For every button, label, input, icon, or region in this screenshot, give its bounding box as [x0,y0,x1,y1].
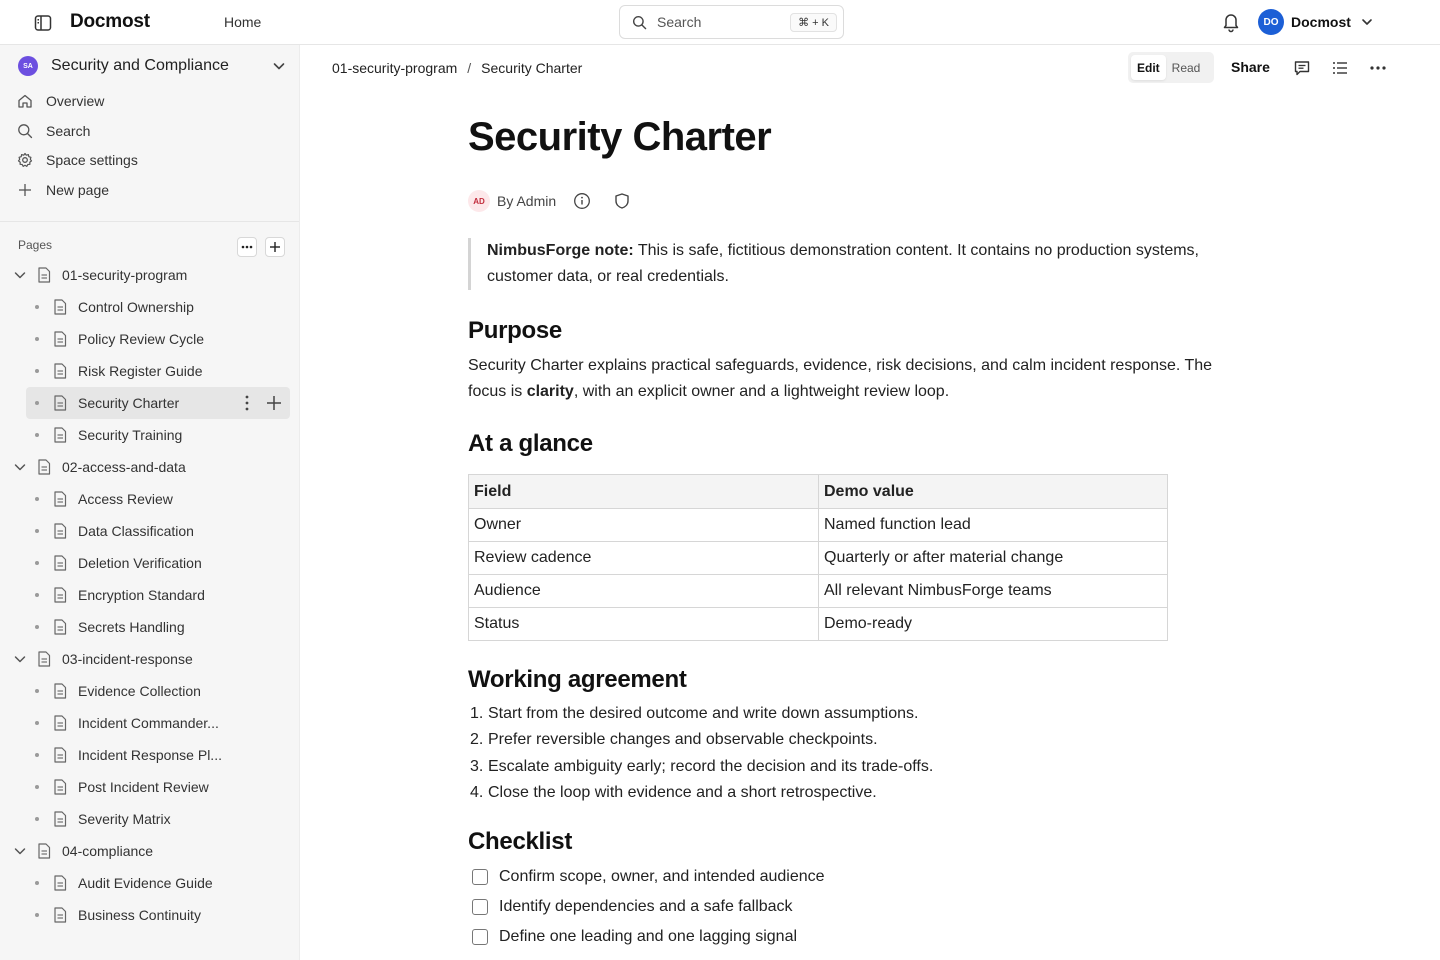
document-icon [53,331,67,347]
sidebar-toggle-icon[interactable] [32,12,54,34]
checklist-item [472,862,825,892]
tree-page[interactable] [0,707,300,739]
avatar: DO [1258,9,1284,35]
table-row [469,575,1168,608]
bullet-icon [35,497,39,501]
tree-item-label: 02-access-and-data [62,459,186,475]
sidebar-item-search[interactable] [16,117,286,145]
heading-checklist: Checklist [468,828,573,855]
glance-table [468,474,1168,641]
bullet-icon [35,337,39,341]
tree-page[interactable] [0,611,300,643]
tree-item-label: 04-compliance [62,843,154,859]
tree-page[interactable] [0,419,300,451]
bullet-icon [35,433,39,437]
bullet-icon [35,753,39,757]
tree-folder[interactable] [0,451,300,483]
sidebar-item-label: New page [46,182,110,198]
table-cell-value[interactable]: Demo-ready [819,608,1168,641]
tree-item-label: 03-incident-response [62,651,193,667]
search-icon [16,122,34,140]
list-number: 1. [470,705,484,722]
note-label: NimbusForge note: [487,242,634,259]
table-cell-field[interactable]: Review cadence [469,542,819,575]
tree-page[interactable] [0,387,300,419]
chevron-down-icon[interactable] [13,844,27,858]
tree-folder[interactable] [0,259,300,291]
plus-icon[interactable] [264,393,284,413]
read-mode-button[interactable]: Read [1171,60,1201,75]
more-icon[interactable] [1368,58,1388,78]
document-icon [53,875,67,891]
tree-page[interactable] [0,547,300,579]
heading-working-agreement: Working agreement [468,666,687,693]
chevron-down-icon[interactable] [13,268,27,282]
tree-page[interactable] [0,323,300,355]
row-actions [238,393,284,413]
tree-item-label: Risk Register Guide [78,363,203,379]
tree-item-label: Control Ownership [78,299,194,315]
search-placeholder: Search [657,14,702,30]
document-icon [53,363,67,379]
document-icon [37,459,51,475]
breadcrumb-item[interactable]: 01-security-program [332,60,458,76]
purpose-text: Security Charter explains practical safeguards, evidence, risk decisions, and calm incident response. The focus is [468,357,1213,400]
chevron-down-icon[interactable] [13,652,27,666]
list-icon[interactable] [1330,58,1350,78]
tree-page[interactable] [0,899,300,931]
bullet-icon [35,817,39,821]
tree-page[interactable] [0,867,300,899]
table-cell-value[interactable]: All relevant NimbusForge teams [819,575,1168,608]
bullet-icon [35,561,39,565]
checklist-item-text: Define one leading and one lagging signal [499,928,798,945]
byline [468,190,632,212]
sidebar-item-label: Overview [46,93,105,109]
bell-icon[interactable] [1221,11,1241,33]
tree-item-label: Severity Matrix [78,811,171,827]
tree-page[interactable] [0,291,300,323]
home-link[interactable]: Home [224,14,262,30]
tree-item-label: Post Incident Review [78,779,209,795]
bullet-icon [35,305,39,309]
list-number: 3. [470,757,484,775]
tree-item-label: 01-security-program [62,267,188,283]
checklist-item-text: Confirm scope, owner, and intended audience [499,868,825,885]
sidebar-item-overview[interactable] [16,87,286,115]
tree-page[interactable] [0,483,300,515]
bullet-icon [35,401,39,405]
bullet-icon [35,625,39,629]
tree-page[interactable] [0,739,300,771]
space-switcher[interactable] [18,54,288,78]
plus-icon [16,181,34,199]
heading-purpose: Purpose [468,317,562,344]
document-icon [53,299,67,315]
table-cell-field[interactable]: Status [469,608,819,641]
shield-icon[interactable] [612,191,632,211]
table-cell-field[interactable]: Audience [469,575,819,608]
breadcrumb-item[interactable]: Security Charter [481,60,583,76]
tree-folder[interactable] [0,643,300,675]
tree-page[interactable] [0,675,300,707]
bullet-icon [35,593,39,597]
document-icon [53,427,67,443]
tree-page[interactable] [0,771,300,803]
author-name: By Admin [497,193,557,209]
table-row [469,509,1168,542]
document-icon [53,907,67,923]
table-cell-value[interactable]: Named function lead [819,509,1168,542]
edit-mode-button[interactable]: Edit [1131,55,1166,80]
tree-item-label: Data Classification [78,523,194,539]
document-icon [53,683,67,699]
document-icon [53,555,67,571]
list-number: 4. [470,783,484,801]
sidebar-item-new-page[interactable] [16,176,286,204]
document-icon [53,779,67,795]
page-title[interactable]: Security Charter [468,115,772,159]
table-row [469,542,1168,575]
document-icon [53,715,67,731]
document-body [468,115,1238,945]
bullet-icon [35,721,39,725]
column-header: Field [469,475,819,509]
purpose-emphasis: clarity [526,383,574,400]
tree-item-label: Security Training [78,427,183,443]
search-shortcut: ⌘ + K [790,13,837,32]
heading-at-a-glance: At a glance [468,430,593,457]
document-icon [37,651,51,667]
sidebar-item-space-settings[interactable] [16,146,286,174]
user-name: Docmost [1291,14,1351,30]
tree-item-label: Access Review [78,491,173,507]
list-item [468,701,933,727]
more-vertical-icon[interactable] [238,393,256,413]
list-item [468,727,933,753]
table-cell-value[interactable]: Quarterly or after material change [819,542,1168,575]
list-item-text: Prefer reversible changes and observable checkpoints. [488,731,878,749]
checklist-item [472,892,825,922]
edit-read-toggle [1128,52,1214,83]
sidebar-item-label: Search [46,123,91,139]
working-agreement-list [468,701,933,806]
checklist-item-text: Identify dependencies and a safe fallback [499,898,793,915]
document-icon [53,491,67,507]
bullet-icon [35,689,39,693]
note-text: This is safe, fictitious demonstration content. It contains no production systems, customer data, or real credentials. [487,242,1199,285]
bullet-icon [35,529,39,533]
checkbox[interactable] [472,929,488,945]
checkbox[interactable] [472,869,488,885]
user-menu[interactable] [1258,9,1373,35]
tree-page[interactable] [0,515,300,547]
space-name: Security and Compliance [51,57,229,74]
bullet-icon [35,369,39,373]
pages-more-button[interactable] [237,237,257,257]
tree-item-label: Audit Evidence Guide [78,875,213,891]
comment-icon[interactable] [1292,58,1312,78]
chevron-down-icon [272,59,286,73]
checklist [472,862,825,952]
gear-icon [16,151,34,169]
info-icon[interactable] [572,191,592,211]
tree-item-label: Business Continuity [78,907,201,923]
tree-item-label: Policy Review Cycle [78,331,205,347]
document-icon [37,843,51,859]
add-page-button[interactable] [265,237,285,257]
document-icon [53,747,67,763]
tree-page[interactable] [0,579,300,611]
app-logo[interactable]: Docmost [70,11,150,32]
breadcrumb-separator: / [467,60,472,76]
chevron-down-icon[interactable] [13,460,27,474]
document-icon [53,619,67,635]
pages-heading: Pages [18,238,53,252]
table-row [469,608,1168,641]
sidebar [0,45,300,960]
checklist-item [472,922,825,952]
bullet-icon [35,881,39,885]
column-header: Demo value [819,475,1168,509]
bullet-icon [35,785,39,789]
list-item [468,780,933,806]
list-item-text: Escalate ambiguity early; record the decision and its trade-offs. [488,757,934,775]
search-input[interactable] [619,5,844,39]
tree-item-label: Incident Response Pl... [78,747,222,763]
chevron-down-icon [1361,16,1373,28]
list-item-text: Start from the desired outcome and write down assumptions. [488,705,919,722]
author-avatar: AD [468,190,490,212]
bullet-icon [35,913,39,917]
purpose-paragraph [468,353,1238,405]
share-button[interactable]: Share [1231,59,1270,75]
document-icon [53,587,67,603]
space-avatar: SA [18,56,38,76]
document-icon [53,811,67,827]
document-icon [53,523,67,539]
home-icon [16,92,34,110]
callout-note [468,238,1238,290]
tree-item-label: Evidence Collection [78,683,201,699]
document-icon [37,267,51,283]
tree-item-label: Encryption Standard [78,587,205,603]
top-header [0,0,1440,45]
list-item [468,754,933,780]
list-number: 2. [470,731,484,749]
tree-page[interactable] [0,355,300,387]
checkbox[interactable] [472,899,488,915]
breadcrumb [332,60,582,76]
list-item-text: Close the loop with evidence and a short retrospective. [488,783,877,801]
search-icon [632,15,647,30]
tree-item-label: Security Charter [78,395,180,411]
document-icon [53,395,67,411]
tree-item-label: Incident Commander... [78,715,219,731]
tree-folder[interactable] [0,835,300,867]
table-cell-field[interactable]: Owner [469,509,819,542]
tree-page[interactable] [0,803,300,835]
sidebar-item-label: Space settings [46,152,138,168]
table-header-row [469,475,1168,509]
tree-item-label: Secrets Handling [78,619,185,635]
tree-item-label: Deletion Verification [78,555,202,571]
purpose-text-end: , with an explicit owner and a lightweight review loop. [573,383,950,400]
divider [0,221,300,222]
